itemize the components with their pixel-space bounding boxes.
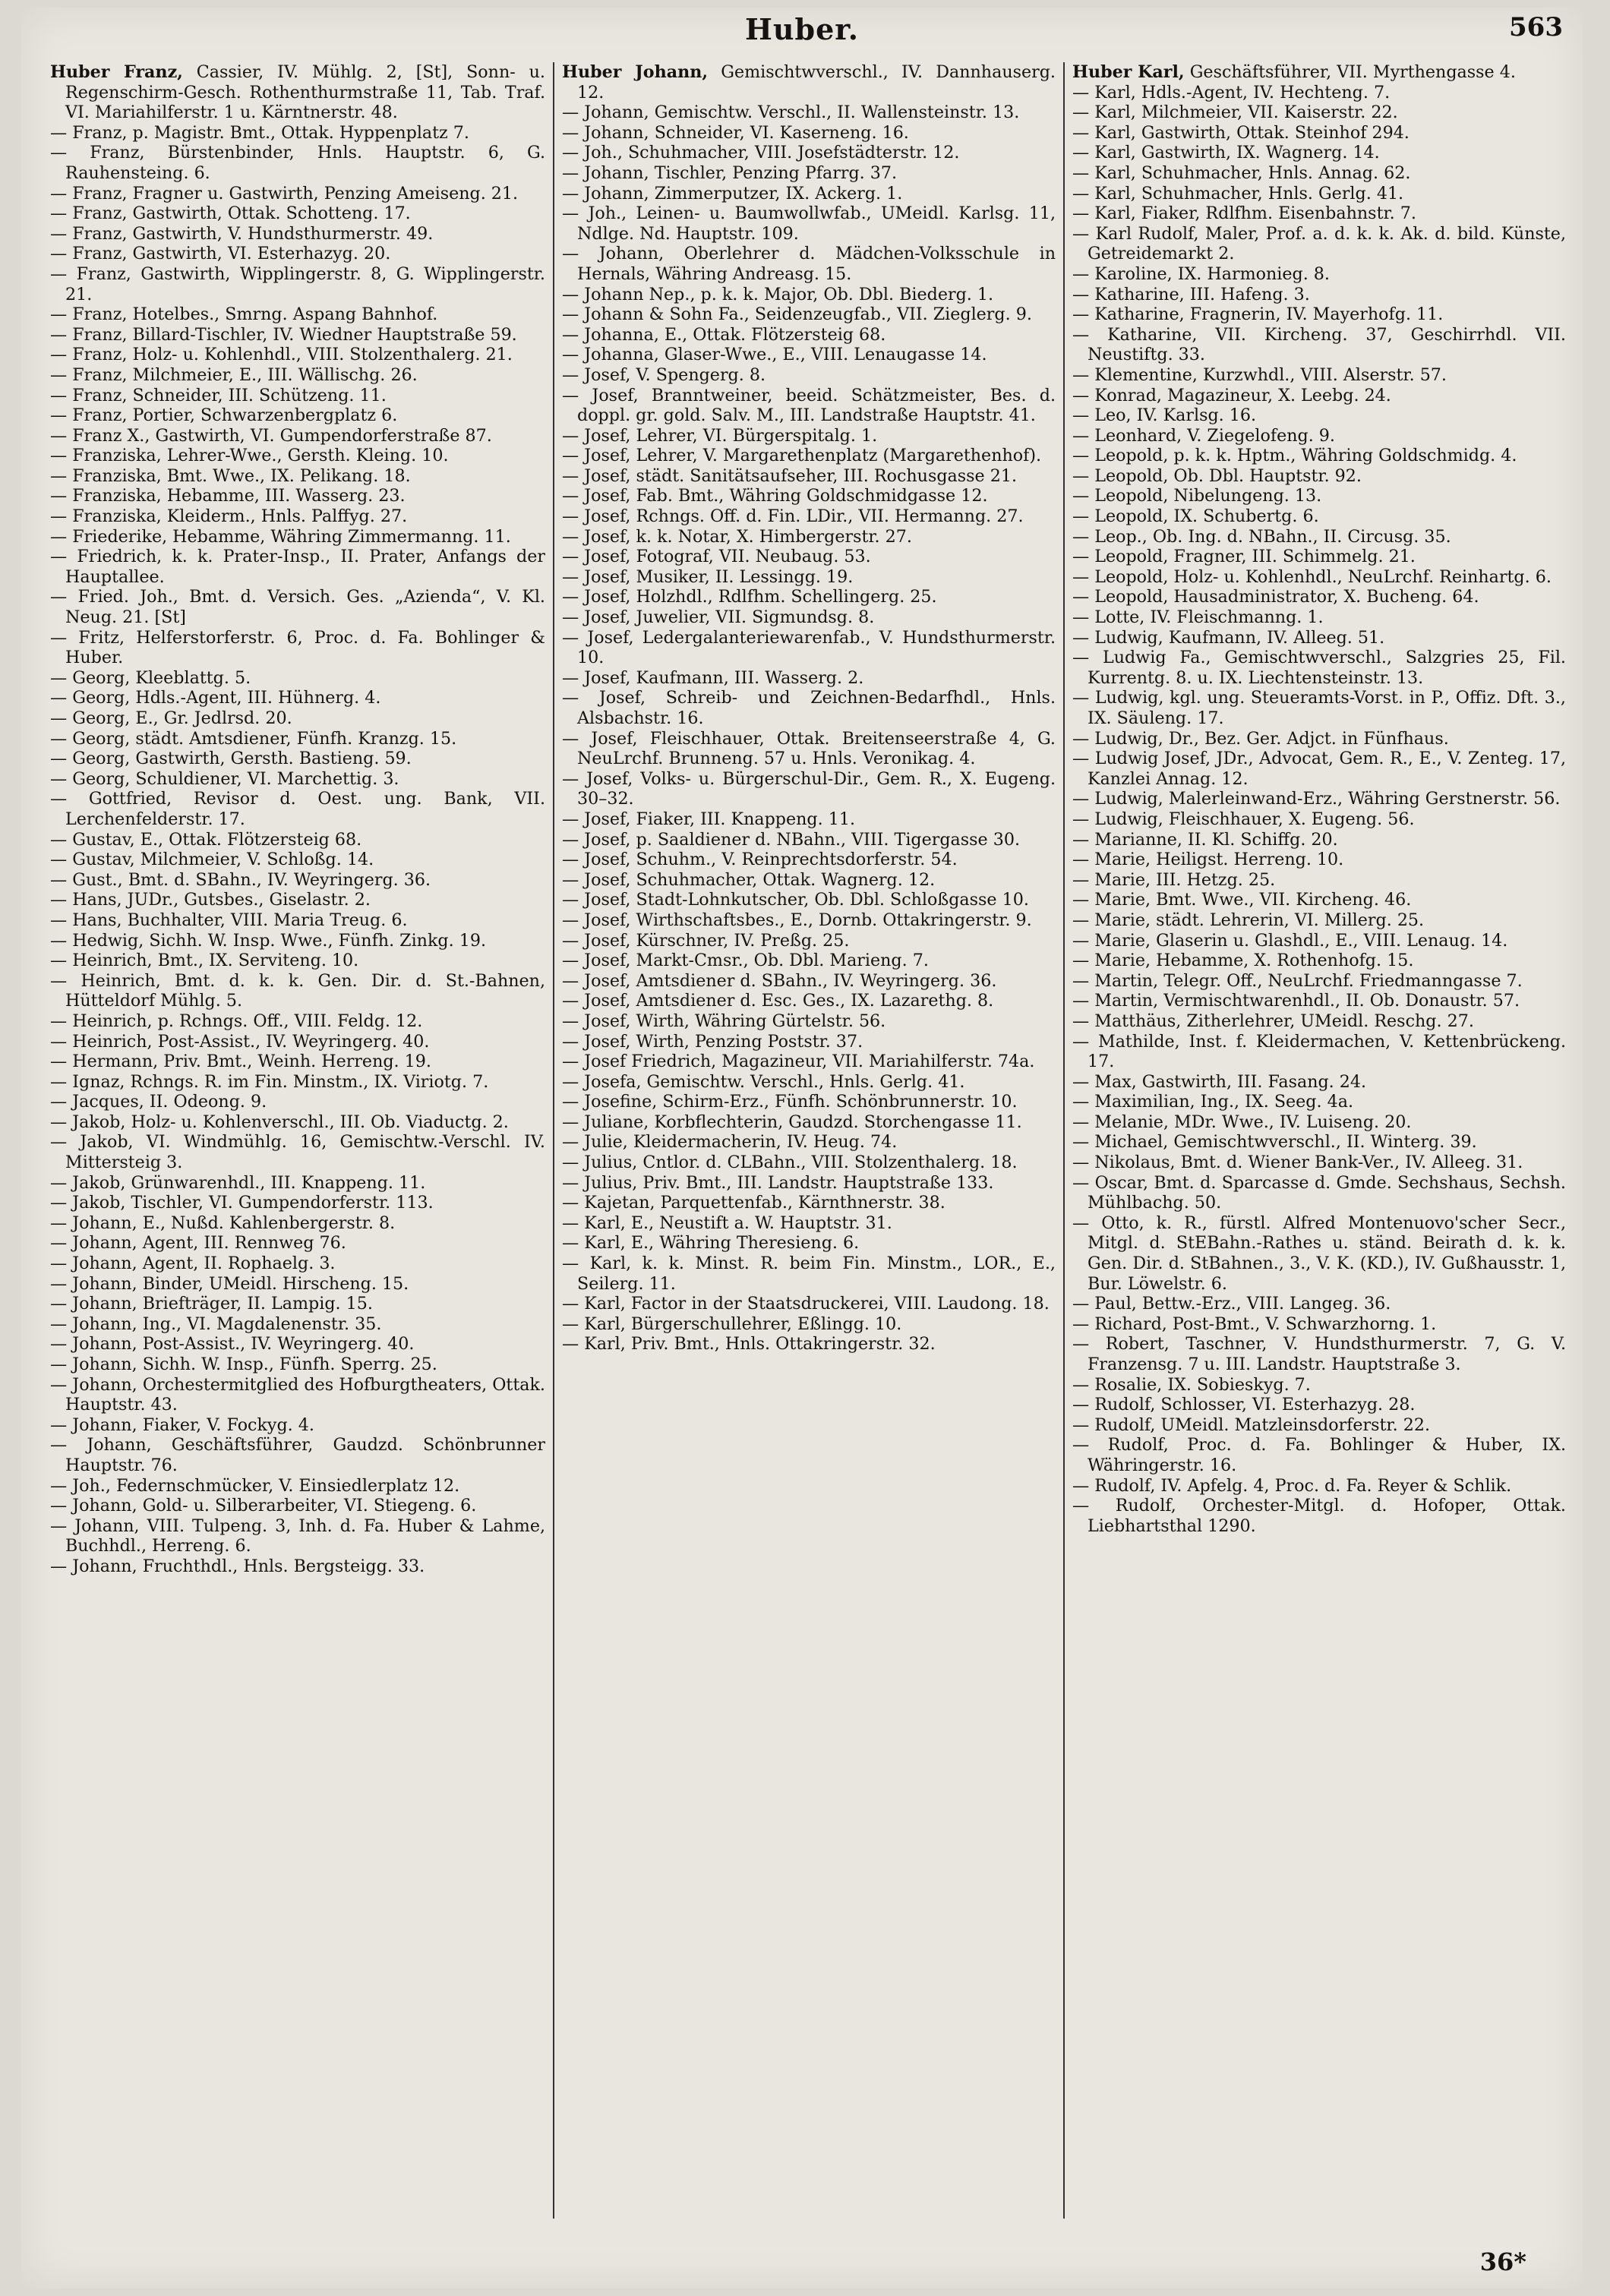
directory-entry: — Karl, Hdls.-Agent, IV. Hechteng. 7.: [1072, 82, 1391, 102]
directory-entry: — Josef, Lehrer, V. Margarethenplatz (Margarethenhof).: [562, 446, 1042, 466]
directory-entry: — Josef, Schreib- und Zeichnen-Bedarfhdl., Hnls. Alsbachstr. 16.: [562, 688, 1056, 728]
directory-entry: — Leo, IV. Karlsg. 16.: [1072, 405, 1257, 426]
directory-entry: — Maximilian, Ing., IX. Seeg. 4a.: [1072, 1092, 1353, 1112]
directory-entry: — Franziska, Bmt. Wwe., IX. Pelikang. 18.: [50, 465, 411, 486]
directory-entry: — Karoline, IX. Harmonieg. 8.: [1072, 263, 1330, 284]
directory-entry: — Karl, Bürgerschullehrer, Eßlingg. 10.: [562, 1314, 902, 1334]
directory-entry: — Johann, Binder, UMeidl. Hirscheng. 15.: [50, 1273, 409, 1294]
directory-entry: — Johann, Oberlehrer d. Mädchen-Volksschule in Hernals, Währing Andreasg. 15.: [562, 244, 1056, 284]
directory-entry: — Josefine, Schirm-Erz., Fünfh. Schönbrunnerstr. 10.: [562, 1092, 1018, 1112]
directory-entry: — Karl, Factor in der Staatsdruckerei, VIII. Laudong. 18.: [562, 1294, 1050, 1314]
directory-entry: — Josef, Fotograf, VII. Neubaug. 53.: [562, 547, 871, 567]
directory-entry: — Georg, Hdls.-Agent, III. Hühnerg. 4.: [50, 688, 381, 708]
directory-entry: — Ludwig, kgl. ung. Steueramts-Vorst. in P., Offiz. Dft. 3., IX. Säuleng. 17.: [1072, 688, 1566, 728]
directory-entry: — Johann, Geschäftsführer, Gaudzd. Schönbrunner Hauptstr. 76.: [50, 1435, 545, 1475]
directory-entry: — Mathilde, Inst. f. Kleidermachen, V. Kettenbrückeng. 17.: [1072, 1031, 1566, 1072]
directory-entry: — Julius, Priv. Bmt., III. Landstr. Hauptstraße 133.: [562, 1172, 994, 1193]
directory-entry: — Karl, Milchmeier, VII. Kaiserstr. 22.: [1072, 102, 1398, 123]
directory-entry: — Julius, Cntlor. d. CLBahn., VIII. Stolzenthalerg. 18.: [562, 1153, 1018, 1173]
directory-entry: — Michael, Gemischtwverschl., II. Winterg. 39.: [1072, 1132, 1477, 1153]
directory-entry: — Franziska, Hebamme, III. Wasserg. 23.: [50, 486, 406, 506]
directory-entry: — Johann, VIII. Tulpeng. 3, Inh. d. Fa. Huber & Lahme, Buchhdl., Herreng. 6.: [50, 1515, 545, 1556]
directory-entry: — Josef, Ledergalanteriewarenfab., V. Hundsthurmerstr. 10.: [562, 627, 1056, 668]
directory-entry: — Otto, k. R., fürstl. Alfred Montenuovo'scher Secr., Mitgl. d. StEBahn.-Rathes u. ständ. Beirath d. k. k. Gen. Dir. d. StBahnen., 3., V. K. (KD.), IV. Gußhausstr. 1, Bur. Löwelstr. 6.: [1072, 1213, 1566, 1294]
directory-entry: — Josef, Kürschner, IV. Preßg. 25.: [562, 930, 850, 951]
directory-entry: — Georg, städt. Amtsdiener, Fünfh. Kranzg. 15.: [50, 728, 457, 749]
directory-entry: — Marie, Glaserin u. Glashdl., E., VIII. Lenaug. 14.: [1072, 930, 1508, 951]
directory-entry: — Leopold, Holz- u. Kohlenhdl., NeuLrchf. Reinhartg. 6.: [1072, 566, 1552, 587]
directory-entry: — Marie, Hebamme, X. Rothenhofg. 15.: [1072, 951, 1414, 971]
directory-entry: — Rudolf, Orchester-Mitgl. d. Hofoper, Ottak. Liebhartsthal 1290.: [1072, 1496, 1566, 1536]
directory-entry: — Ludwig, Dr., Bez. Ger. Adjct. in Fünfhaus.: [1072, 728, 1449, 749]
directory-entry: — Karl, Gastwirth, IX. Wagnerg. 14.: [1072, 143, 1380, 163]
directory-entry: — Josef, Kaufmann, III. Wasserg. 2.: [562, 667, 864, 688]
directory-entry: — Leop., Ob. Ing. d. NBahn., II. Circusg. 35.: [1072, 526, 1451, 547]
directory-entry: — Julie, Kleidermacherin, IV. Heug. 74.: [562, 1132, 898, 1153]
directory-entry: — Josef, Amtsdiener d. SBahn., IV. Weyringerg. 36.: [562, 970, 997, 991]
directory-entry: — Johanna, E., Ottak. Flötzersteig 68.: [562, 324, 886, 345]
directory-entry: — Heinrich, p. Rchngs. Off., VIII. Feldg. 12.: [50, 1011, 423, 1031]
directory-entry: — Joh., Federnschmücker, V. Einsiedlerplatz 12.: [50, 1475, 460, 1496]
directory-entry: — Max, Gastwirth, III. Fasang. 24.: [1072, 1071, 1367, 1092]
directory-entry: — Gustav, E., Ottak. Flötzersteig 68.: [50, 829, 362, 850]
directory-entry: — Leopold, IX. Schubertg. 6.: [1072, 506, 1319, 527]
directory-entry: — Fritz, Helferstorferstr. 6, Proc. d. Fa. Bohlinger & Huber.: [50, 627, 545, 668]
page-number: 563: [1509, 12, 1563, 43]
directory-entry: — Johann, Briefträger, II. Lampig. 15.: [50, 1294, 373, 1314]
directory-entry: — Franz, Fragner u. Gastwirth, Penzing Ameiseng. 21.: [50, 183, 519, 203]
directory-entry: — Josef, Holzhdl., Rdlfhm. Schellingerg. 25.: [562, 587, 937, 607]
sheet-signature: 36*: [1479, 2247, 1526, 2276]
directory-entry: — Karl, E., Währing Theresieng. 6.: [562, 1233, 860, 1254]
directory-entry: — Paul, Bettw.-Erz., VIII. Langeg. 36.: [1072, 1294, 1391, 1314]
directory-entry: — Friedrich, k. k. Prater-Insp., II. Prater, Anfangs der Hauptallee.: [50, 547, 545, 587]
directory-entry: — Leopold, p. k. k. Hptm., Währing Goldschmidg. 4.: [1072, 446, 1517, 466]
directory-entry: — Ignaz, Rchngs. R. im Fin. Minstm., IX. Viriotg. 7.: [50, 1071, 489, 1092]
directory-entry: — Richard, Post-Bmt., V. Schwarzhorng. 1.: [1072, 1314, 1437, 1334]
directory-entry: — Johann, E., Nußd. Kahlenbergerstr. 8.: [50, 1213, 396, 1233]
directory-entry: — Josef, Stadt-Lohnkutscher, Ob. Dbl. Schloßgasse 10.: [562, 890, 1029, 910]
directory-entry: — Josef, Branntweiner, beeid. Schätzmeister, Bes. d. doppl. gr. gold. Salv. M., III. Landstraße Hauptstr. 41.: [562, 385, 1056, 426]
directory-entry: — Karl, k. k. Minst. R. beim Fin. Minstm., LOR., E., Seilerg. 11.: [562, 1254, 1056, 1294]
directory-entry: — Hans, JUDr., Gutsbes., Giselastr. 2.: [50, 890, 371, 910]
column-left: [43, 62, 553, 2219]
directory-entry: — Josef, städt. Sanitätsaufseher, III. Rochusgasse 21.: [562, 465, 1018, 486]
directory-entry: — Hans, Buchhalter, VIII. Maria Treug. 6.: [50, 910, 408, 930]
directory-entry: — Johann, Zimmerputzer, IX. Ackerg. 1.: [562, 183, 903, 203]
directory-entry: — Johann, Ing., VI. Magdalenenstr. 35.: [50, 1314, 382, 1334]
directory-entry: — Johann & Sohn Fa., Seidenzeugfab., VII. Zieglerg. 9.: [562, 304, 1032, 325]
directory-entry: — Katharine, VII. Kircheng. 37, Geschirrhdl. VII. Neustiftg. 33.: [1072, 324, 1566, 365]
directory-entry: — Oscar, Bmt. d. Sparcasse d. Gmde. Sechshaus, Sechsh. Mühlbachg. 50.: [1072, 1172, 1566, 1213]
directory-entry: — Rudolf, Schlosser, VI. Esterhazyg. 28.: [1072, 1395, 1416, 1415]
directory-entry: — Josef, p. Saaldiener d. NBahn., VIII. Tigergasse 30.: [562, 829, 1021, 850]
column-right: [1063, 62, 1574, 2219]
directory-entry: — Josef, Markt-Cmsr., Ob. Dbl. Marieng. 7.: [562, 951, 929, 971]
directory-entry: — Fried. Joh., Bmt. d. Versich. Ges. „Azienda“, V. Kl. Neug. 21. [St]: [50, 587, 545, 628]
directory-entry: — Josef Friedrich, Magazineur, VII. Mariahilferstr. 74a.: [562, 1052, 1035, 1072]
directory-entry: — Georg, Kleeblattg. 5.: [50, 667, 251, 688]
directory-entry: Huber Franz, Cassier, IV. Mühlg. 2, [St], Sonn- u. Regenschirm-Gesch. Rothenthurmstraße 11, Tab. Traf. VI. Mariahilferstr. 1 u. Kärntnerstr. 48.: [50, 62, 545, 123]
directory-entry: — Josef, Juwelier, VII. Sigmundsg. 8.: [562, 607, 875, 628]
directory-entry: — Johann, Sichh. W. Insp., Fünfh. Sperrg. 25.: [50, 1355, 437, 1374]
directory-entry: — Marie, städt. Lehrerin, VI. Millerg. 25.: [1072, 910, 1425, 930]
directory-entry: — Marie, Bmt. Wwe., VII. Kircheng. 46.: [1072, 890, 1412, 910]
directory-entry: — Franz, Portier, Schwarzenbergplatz 6.: [50, 405, 398, 426]
directory-entry: — Karl, Gastwirth, Ottak. Steinhof 294.: [1072, 122, 1410, 143]
directory-entry: — Johann, Tischler, Penzing Pfarrg. 37.: [562, 162, 898, 183]
directory-entry: — Georg, Gastwirth, Gersth. Bastieng. 59.: [50, 749, 412, 769]
directory-entry: — Heinrich, Post-Assist., IV. Weyringerg. 40.: [50, 1031, 430, 1052]
directory-entry: — Ludwig Josef, JDr., Advocat, Gem. R., E., V. Zenteg. 17, Kanzlei Annag. 12.: [1072, 749, 1566, 789]
directory-columns: [43, 62, 1574, 2219]
directory-entry: — Franz, Schneider, III. Schützeng. 11.: [50, 385, 387, 405]
directory-entry: — Matthäus, Zitherlehrer, UMeidl. Reschg. 27.: [1072, 1011, 1474, 1031]
directory-entry: — Josef, Rchngs. Off. d. Fin. LDir., VII. Hermanng. 27.: [562, 506, 1024, 527]
directory-entry: — Lotte, IV. Fleischmanng. 1.: [1072, 607, 1324, 628]
directory-entry: — Marie, Heiligst. Herreng. 10.: [1072, 850, 1344, 870]
directory-entry: — Franz, Holz- u. Kohlenhdl., VIII. Stolzenthalerg. 21.: [50, 345, 513, 365]
directory-entry: — Karl, Priv. Bmt., Hnls. Ottakringerstr. 32.: [562, 1334, 936, 1355]
directory-entry: — Franz, Milchmeier, E., III. Wällischg. 26.: [50, 364, 418, 385]
directory-entry: — Georg, E., Gr. Jedlrsd. 20.: [50, 708, 292, 728]
directory-entry: — Marie, III. Hetzg. 25.: [1072, 869, 1276, 890]
directory-entry: — Gust., Bmt. d. SBahn., IV. Weyringerg. 36.: [50, 869, 431, 890]
directory-entry: — Gustav, Milchmeier, V. Schloßg. 14.: [50, 850, 374, 870]
directory-entry: — Josef, Amtsdiener d. Esc. Ges., IX. Lazarethg. 8.: [562, 991, 994, 1011]
directory-entry: — Franziska, Lehrer-Wwe., Gersth. Kleing. 10.: [50, 446, 449, 466]
directory-entry: — Marianne, II. Kl. Schiffg. 20.: [1072, 829, 1338, 850]
directory-entry: — Friederike, Hebamme, Währing Zimmermanng. 11.: [50, 526, 511, 547]
directory-entry: — Klementine, Kurzwhdl., VIII. Alserstr. 57.: [1072, 364, 1447, 385]
directory-entry: — Joh., Schuhmacher, VIII. Josefstädterstr. 12.: [562, 143, 960, 163]
directory-entry: — Franz, Billard-Tischler, IV. Wiedner Hauptstraße 59.: [50, 324, 517, 345]
directory-entry: — Franz, p. Magistr. Bmt., Ottak. Hyppenplatz 7.: [50, 122, 469, 143]
directory-entry: — Josef, Wirth, Währing Gürtelstr. 56.: [562, 1011, 886, 1031]
directory-entry: — Georg, Schuldiener, VI. Marchettig. 3.: [50, 768, 399, 789]
column-middle: [553, 62, 1063, 2219]
directory-entry: — Josef, Volks- u. Bürgerschul-Dir., Gem. R., X. Eugeng. 30–32.: [562, 768, 1056, 809]
directory-entry: — Johann, Orchestermitglied des Hofburgtheaters, Ottak. Hauptstr. 43.: [50, 1374, 545, 1415]
directory-entry: — Josef, Lehrer, VI. Bürgerspitalg. 1.: [562, 425, 878, 446]
directory-entry: — Franziska, Kleiderm., Hnls. Palffyg. 27.: [50, 506, 408, 527]
directory-entry: — Josef, V. Spengerg. 8.: [562, 364, 766, 385]
directory-entry: — Joh., Leinen- u. Baumwollwfab., UMeidl. Karlsg. 11, Ndlge. Nd. Hauptstr. 109.: [562, 203, 1056, 244]
directory-entry: — Franz, Gastwirth, Ottak. Schotteng. 17.: [50, 203, 411, 224]
directory-entry: — Kajetan, Parquettenfab., Kärnthnerstr. 38.: [562, 1193, 945, 1213]
directory-entry: — Katharine, Fragnerin, IV. Mayerhofg. 11.: [1072, 304, 1444, 325]
directory-entry: — Rudolf, UMeidl. Matzleinsdorferstr. 22.: [1072, 1414, 1430, 1435]
directory-page: [21, 8, 1583, 2288]
directory-entry: — Heinrich, Bmt. d. k. k. Gen. Dir. d. St.-Bahnen, Hütteldorf Mühlg. 5.: [50, 970, 545, 1011]
directory-entry: — Rudolf, IV. Apfelg. 4, Proc. d. Fa. Reyer & Schlik.: [1072, 1475, 1512, 1496]
directory-entry: — Josef, Schuhmacher, Ottak. Wagnerg. 12.: [562, 869, 936, 890]
directory-entry: — Franz, Gastwirth, Wipplingerstr. 8, G. Wipplingerstr. 21.: [50, 263, 545, 304]
directory-entry: — Martin, Vermischtwarenhdl., II. Ob. Donaustr. 57.: [1072, 991, 1520, 1011]
directory-entry: — Ludwig, Fleischhauer, X. Eugeng. 56.: [1072, 809, 1415, 829]
directory-entry: — Martin, Telegr. Off., NeuLrchf. Friedmanngasse 7.: [1072, 970, 1523, 991]
directory-entry: — Hedwig, Sichh. W. Insp. Wwe., Fünfh. Zinkg. 19.: [50, 930, 487, 951]
directory-entry: — Josef, Fab. Bmt., Währing Goldschmidgasse 12.: [562, 486, 988, 506]
directory-entry: — Johann, Gold- u. Silberarbeiter, VI. Stiegeng. 6.: [50, 1496, 477, 1516]
directory-entry: — Johanna, Glaser-Wwe., E., VIII. Lenaugasse 14.: [562, 345, 987, 365]
directory-entry: — Ludwig Fa., Gemischtwverschl., Salzgries 25, Fil. Kurrentg. 8. u. IX. Liechtensteinstr. 13.: [1072, 648, 1566, 688]
directory-entry: — Franz, Gastwirth, VI. Esterhazyg. 20.: [50, 244, 391, 264]
directory-entry: — Robert, Taschner, V. Hundsthurmerstr. 7, G. V. Franzensg. 7 u. III. Landstr. Hauptstraße 3.: [1072, 1334, 1566, 1374]
directory-entry: — Jacques, II. Odeong. 9.: [50, 1092, 267, 1112]
directory-entry: — Karl, Schuhmacher, Hnls. Gerlg. 41.: [1072, 183, 1404, 203]
directory-entry: — Johann Nep., p. k. k. Major, Ob. Dbl. Biederg. 1.: [562, 284, 994, 304]
directory-entry: — Juliane, Korbflechterin, Gaudzd. Storchengasse 11.: [562, 1112, 1022, 1132]
directory-entry: Huber Johann, Gemischtwverschl., IV. Dannhauserg. 12.: [562, 62, 1056, 102]
directory-entry: — Leopold, Nibelungeng. 13.: [1072, 486, 1322, 506]
directory-entry: — Ludwig, Kaufmann, IV. Alleeg. 51.: [1072, 627, 1385, 648]
directory-entry: — Franz X., Gastwirth, VI. Gumpendorferstraße 87.: [50, 425, 492, 446]
directory-entry: — Katharine, III. Hafeng. 3.: [1072, 284, 1310, 304]
directory-entry: — Hermann, Priv. Bmt., Weinh. Herreng. 19.: [50, 1052, 431, 1072]
directory-entry: — Josef, Schuhm., V. Reinprechtsdorferstr. 54.: [562, 850, 958, 870]
directory-entry: — Johann, Fruchthdl., Hnls. Bergsteigg. 33.: [50, 1556, 425, 1576]
directory-entry: — Nikolaus, Bmt. d. Wiener Bank-Ver., IV. Alleeg. 31.: [1072, 1153, 1523, 1173]
page-header: [21, 8, 1583, 47]
directory-entry: — Johann, Agent, II. Rophaelg. 3.: [50, 1254, 336, 1274]
directory-entry: Huber Karl, Geschäftsführer, VII. Myrthengasse 4.: [1072, 62, 1516, 82]
directory-entry: — Jakob, Tischler, VI. Gumpendorferstr. 113.: [50, 1193, 434, 1213]
directory-entry: — Leopold, Hausadministrator, X. Bucheng. 64.: [1072, 587, 1479, 607]
directory-entry: — Josefa, Gemischtw. Verschl., Hnls. Gerlg. 41.: [562, 1071, 965, 1092]
directory-entry: — Karl, E., Neustift a. W. Hauptstr. 31.: [562, 1213, 892, 1233]
directory-entry: — Josef, Fiaker, III. Knappeng. 11.: [562, 809, 856, 829]
directory-entry: — Franz, Bürstenbinder, Hnls. Hauptstr. 6, G. Rauhensteing. 6.: [50, 143, 545, 183]
directory-entry: — Jakob, VI. Windmühlg. 16, Gemischtw.-Verschl. IV. Mittersteig 3.: [50, 1132, 545, 1173]
directory-entry: — Ludwig, Malerleinwand-Erz., Währing Gerstnerstr. 56.: [1072, 789, 1561, 809]
directory-entry: — Karl, Schuhmacher, Hnls. Annag. 62.: [1072, 162, 1411, 183]
directory-entry: — Rudolf, Proc. d. Fa. Bohlinger & Huber, IX. Währingerstr. 16.: [1072, 1435, 1566, 1475]
directory-entry: — Gottfried, Revisor d. Oest. ung. Bank, VII. Lerchenfelderstr. 17.: [50, 789, 545, 829]
directory-entry: — Rosalie, IX. Sobieskyg. 7.: [1072, 1374, 1311, 1395]
directory-entry: — Leopold, Ob. Dbl. Hauptstr. 92.: [1072, 465, 1362, 486]
directory-entry: — Franz, Gastwirth, V. Hundsthurmerstr. 49.: [50, 223, 434, 244]
directory-entry: — Franz, Hotelbes., Smrng. Aspang Bahnhof.: [50, 304, 438, 325]
directory-entry: — Melanie, MDr. Wwe., IV. Luiseng. 20.: [1072, 1112, 1412, 1132]
directory-entry: — Johann, Gemischtw. Verschl., II. Wallensteinstr. 13.: [562, 102, 1020, 123]
directory-entry: — Josef, Wirth, Penzing Poststr. 37.: [562, 1031, 863, 1052]
directory-entry: — Josef, Musiker, II. Lessingg. 19.: [562, 566, 854, 587]
directory-entry: — Johann, Fiaker, V. Fockyg. 4.: [50, 1414, 314, 1435]
directory-entry: — Heinrich, Bmt., IX. Serviteng. 10.: [50, 951, 359, 971]
directory-entry: — Leopold, Fragner, III. Schimmelg. 21.: [1072, 547, 1416, 567]
directory-entry: — Karl Rudolf, Maler, Prof. a. d. k. k. Ak. d. bild. Künste, Getreidemarkt 2.: [1072, 223, 1566, 264]
directory-entry: — Konrad, Magazineur, X. Leebg. 24.: [1072, 385, 1391, 405]
directory-entry: — Josef, Wirthschaftsbes., E., Dornb. Ottakringerstr. 9.: [562, 910, 1032, 930]
directory-entry: — Jakob, Grünwarenhdl., III. Knappeng. 11.: [50, 1172, 426, 1193]
directory-entry: — Jakob, Holz- u. Kohlenverschl., III. Ob. Viaductg. 2.: [50, 1112, 509, 1132]
directory-entry: — Johann, Agent, III. Rennweg 76.: [50, 1233, 346, 1254]
directory-entry: — Josef, Fleischhauer, Ottak. Breitenseerstraße 4, G. NeuLrchf. Brunneng. 57 u. Hnls. Veronikag. 4.: [562, 728, 1056, 769]
directory-entry: — Leonhard, V. Ziegelofeng. 9.: [1072, 425, 1335, 446]
directory-entry: — Johann, Post-Assist., IV. Weyringerg. 40.: [50, 1334, 415, 1355]
directory-entry: — Josef, k. k. Notar, X. Himbergerstr. 27.: [562, 526, 912, 547]
directory-entry: — Johann, Schneider, VI. Kaserneng. 16.: [562, 122, 909, 143]
directory-entry: — Karl, Fiaker, Rdlfhm. Eisenbahnstr. 7.: [1072, 203, 1416, 224]
page-title: Huber.: [744, 12, 860, 46]
